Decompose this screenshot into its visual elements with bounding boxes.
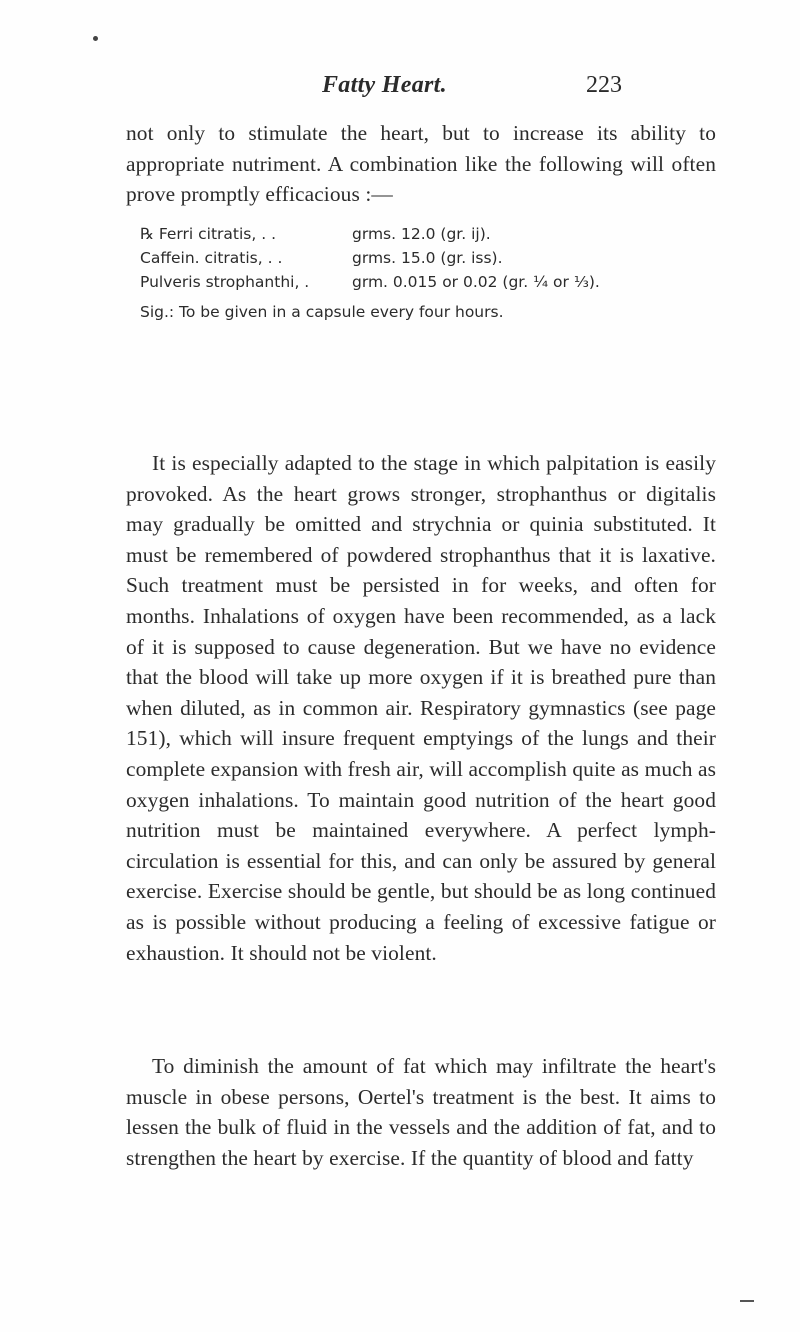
prescription-row [140, 270, 720, 294]
ingredient-dose: grms. 15.0 (gr. iss). [352, 249, 503, 267]
prescription-row [140, 222, 720, 246]
running-title: Fatty Heart. [322, 72, 447, 98]
paragraph-1: not only to stimulate the heart, but to increase its ability to appropriate nutriment. A combination like the following will often prove promptly efficacious :— [126, 121, 716, 207]
prescription [140, 222, 720, 294]
ingredient-name: ℞ Ferri citratis, . . [140, 225, 277, 243]
prescription-signa: Sig.: To be given in a capsule every four hours. [140, 303, 504, 321]
ingredient-dose: grm. 0.015 or 0.02 (gr. ¼ or ⅓). [352, 273, 600, 291]
margin-dot [93, 36, 98, 41]
ingredient-dose: grms. 12.0 (gr. ij). [352, 225, 491, 243]
paragraph-2: It is especially adapted to the stage in which palpitation is easily provoked. As the heart grows stronger, strophanthus or digitalis may gradually be omitted and strychnia or quinia substituted. It must be remembered of powdered strophanthus that it is laxative. Such treatment must be persisted in for weeks, and often for months. Inhalations of oxygen have been recommended, as a lack of it is supposed to cause degeneration. But we have no evidence that the blood will take up more oxygen if it is breathed pure than when diluted, as in common air. Respiratory gymnastics (see page 151), which will insure frequent emptyings of the lungs and their complete expansion with fresh air, will accomplish quite as much as oxygen inhalations. To maintain good nutrition of the heart good nutrition must be maintained everywhere. A perfect lymph-circulation is essential for this, and can only be assured by general exercise. Exercise should be gentle, but should be as long continued as is possible without producing a feeling of excessive fatigue or exhaustion. It should not be violent. [126, 451, 716, 965]
paragraph-3: To diminish the amount of fat which may infiltrate the heart's muscle in obese persons, Oertel's treatment is the best. It aims to lessen the bulk of fluid in the vessels and the addition of fat, and to strengthen the heart by exercise. If the quantity of blood and fatty [126, 1054, 716, 1170]
ingredient-name: Pulveris strophanthi, . [140, 273, 310, 291]
prescription-row [140, 246, 720, 270]
ingredient-name: Caffein. citratis, . . [140, 249, 283, 267]
page-number: 223 [586, 72, 622, 98]
margin-mark [740, 1300, 754, 1302]
